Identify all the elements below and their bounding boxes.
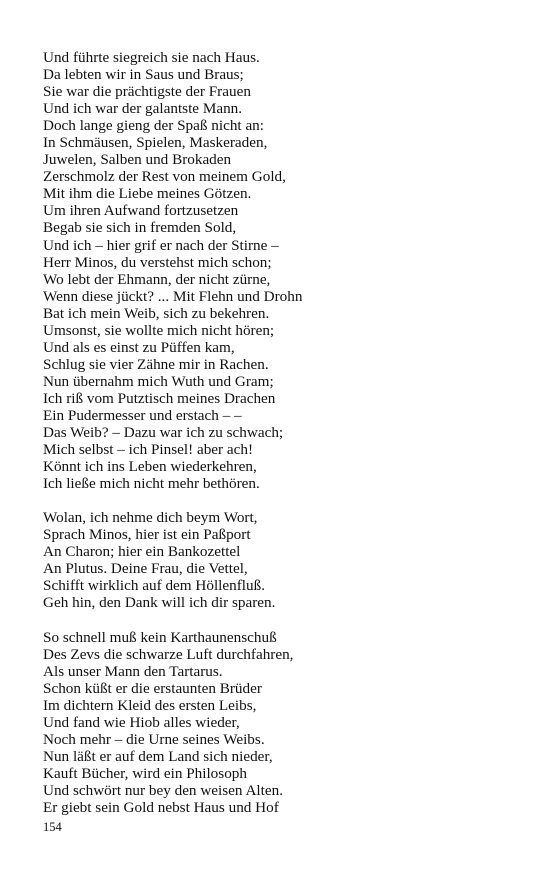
- poem-line: Sie war die prächtigste der Frauen: [43, 83, 251, 101]
- poem-line: Als unser Mann den Tartarus.: [43, 662, 223, 680]
- poem-line: Mit ihm die Liebe meines Götzen.: [43, 185, 252, 203]
- poem-line: Ein Pudermesser und erstach – –: [43, 406, 242, 424]
- poem-line: In Schmäusen, Spielen, Maskeraden,: [43, 134, 268, 152]
- poem-line: Juwelen, Salben und Brokaden: [43, 151, 232, 169]
- poem-line: Doch lange gieng der Spaß nicht an:: [43, 117, 264, 135]
- poem-line: Im dichtern Kleid des ersten Leibs,: [43, 696, 257, 714]
- poem-line: Herr Minos, du verstehst mich schon;: [43, 253, 272, 271]
- poem-line: Und fand wie Hiob alles wieder,: [43, 713, 240, 731]
- poem-line: Des Zevs die schwarze Luft durchfahren,: [43, 645, 294, 663]
- poem-line: Nun übernahm mich Wuth und Gram;: [43, 372, 274, 390]
- poem-line: Und führte siegreich sie nach Haus.: [43, 49, 260, 66]
- poem-line: Und schwört nur bey den weisen Alten.: [43, 781, 283, 799]
- poem-line: So schnell muß kein Karthaunenschuß: [43, 628, 277, 646]
- poem-line: Nun läßt er auf dem Land sich nieder,: [43, 747, 273, 765]
- poem-line: Kauft Bücher, wird ein Philosoph: [43, 764, 247, 782]
- poem-line: Zerschmolz der Rest von meinem Gold,: [43, 168, 286, 186]
- poem-line: Könnt ich ins Leben wiederkehren,: [43, 458, 257, 476]
- poem-line: Schon küßt er die erstaunten Brüder: [43, 679, 262, 697]
- poem-line: Wolan, ich nehme dich beym Wort,: [43, 509, 258, 527]
- poem-line: Um ihren Aufwand fortzusetzen: [43, 202, 239, 220]
- poem-line: Wenn diese jückt? ... Mit Flehn und Drohn: [43, 287, 303, 305]
- poem-line: Wo lebt der Ehmann, der nicht zürne,: [43, 270, 271, 288]
- stanza: [43, 49, 523, 492]
- poem-line: Und ich war der galantste Mann.: [43, 100, 243, 118]
- poem-line: Und ich – hier grif er nach der Stirne –: [43, 236, 279, 254]
- poem-line: Umsonst, sie wollte mich nicht hören;: [43, 321, 275, 339]
- poem-line: Er giebt sein Gold nebst Haus und Hof: [43, 798, 279, 816]
- poem-line: Da lebten wir in Saus und Braus;: [43, 66, 244, 84]
- poem-line: Schlug sie vier Zähne mir in Rachen.: [43, 355, 269, 373]
- poem-line: Und als es einst zu Püffen kam,: [43, 338, 235, 356]
- poem-line: Bat ich mein Weib, sich zu bekehren.: [43, 304, 270, 322]
- stanza: [43, 509, 523, 611]
- poem-line: An Plutus. Deine Frau, die Vettel,: [43, 560, 248, 578]
- poem-line: Schifft wirklich auf dem Höllenfluß.: [43, 577, 265, 595]
- poem-line: Mich selbst – ich Pinsel! aber ach!: [43, 441, 254, 459]
- poem-line: Noch mehr – die Urne seines Weibs.: [43, 730, 265, 748]
- poem-line: Das Weib? – Dazu war ich zu schwach;: [43, 424, 284, 442]
- poem-text: [43, 49, 523, 816]
- poem-line: An Charon; hier ein Bankozettel: [43, 543, 241, 561]
- page-number: 154: [43, 820, 62, 834]
- poem-line: Ich riß vom Putztisch meines Drachen: [43, 389, 276, 407]
- stanza: [43, 629, 523, 817]
- poem-line: Begab sie sich in fremden Sold,: [43, 219, 237, 237]
- poem-line: Geh hin, den Dank will ich dir sparen.: [43, 594, 276, 612]
- poem-line: Ich ließe mich nicht mehr bethören.: [43, 475, 260, 493]
- poem-line: Sprach Minos, hier ist ein Paßport: [43, 526, 251, 544]
